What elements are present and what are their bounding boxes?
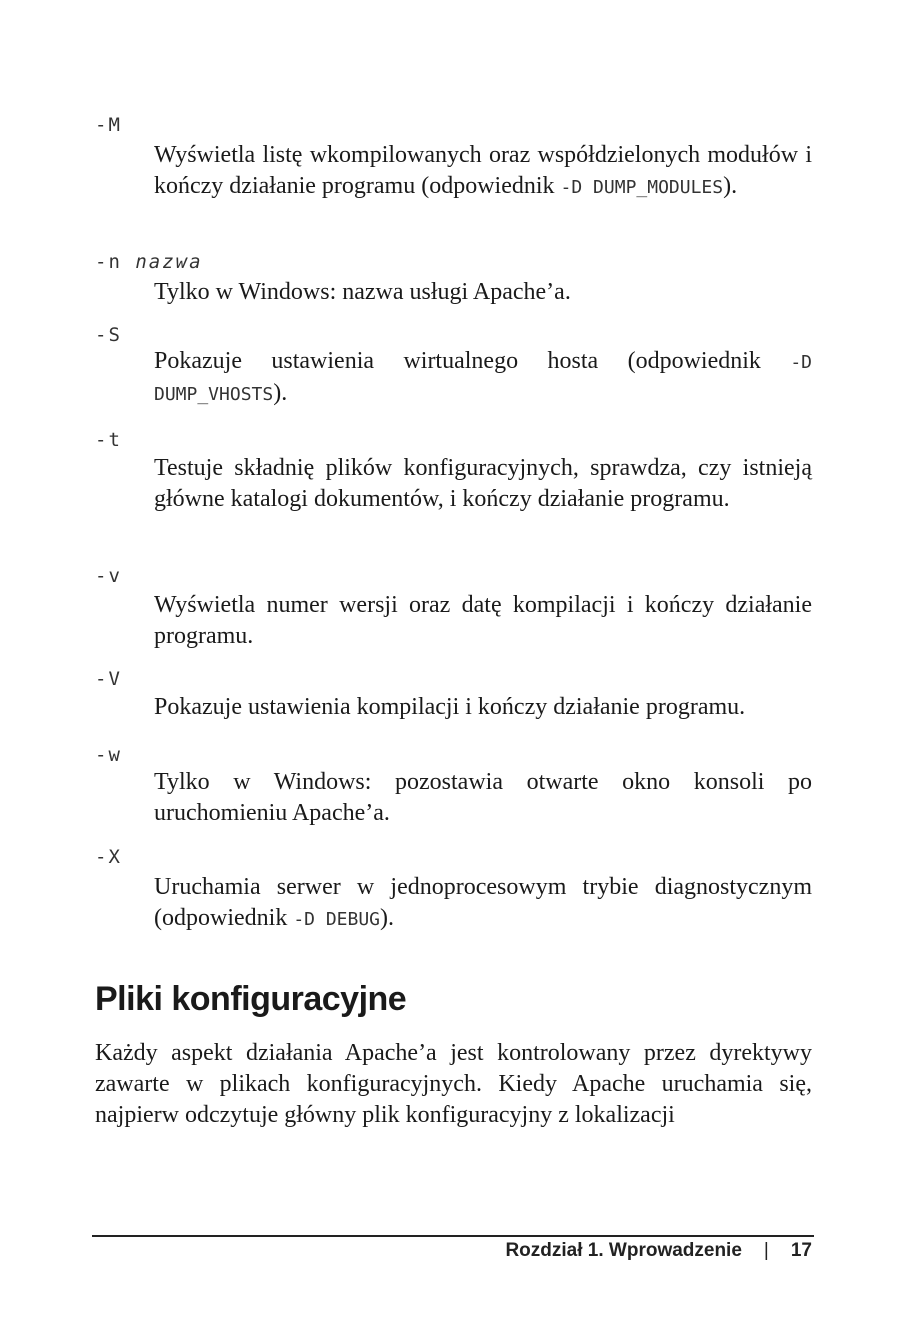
option-flag: -t — [95, 429, 122, 451]
option-flag: -n nazwa — [95, 251, 203, 273]
description-text: Uruchamia serwer w jednoprocesowym trybie diagnostycznym (odpowiednik — [154, 874, 812, 931]
page-footer — [505, 1240, 812, 1262]
option-flag: -X — [95, 846, 122, 868]
description-text: Testuje składnię plików konfiguracyjnych, sprawdza, czy istnieją główne katalogi dokumentów, i kończy działanie programu. — [154, 455, 812, 512]
option-description — [154, 277, 812, 308]
chapter-title: Rozdział 1. Wprowadzenie — [505, 1240, 742, 1261]
option-description — [154, 767, 812, 829]
option-description — [154, 590, 812, 652]
inline-code: -D DUMP_MODULES — [560, 177, 724, 198]
description-text: Pokazuje ustawienia kompilacji i kończy działanie programu. — [154, 694, 746, 720]
footer-separator: | — [763, 1240, 769, 1261]
option-argument: nazwa — [135, 251, 203, 273]
section-heading: Pliki konfiguracyjne — [95, 980, 407, 1018]
option-flag: -v — [95, 565, 122, 587]
description-text: Pokazuje ustawienia wirtualnego hosta (odpowiednik — [154, 348, 791, 374]
description-text: Tylko w Windows: pozostawia otwarte okno konsoli po uruchomieniu Apache’a. — [154, 769, 812, 826]
description-text: ). — [380, 905, 395, 931]
description-text: Wyświetla numer wersji oraz datę kompilacji i kończy działanie programu. — [154, 592, 812, 649]
option-flag: -S — [95, 324, 122, 346]
description-text: Tylko w Windows: nazwa usługi Apache’a. — [154, 279, 571, 305]
option-flag: -w — [95, 744, 122, 766]
footer-rule — [92, 1235, 814, 1237]
inline-code: -D DEBUG — [293, 909, 381, 930]
option-description — [154, 346, 812, 410]
option-flag: -V — [95, 668, 122, 690]
inline-code: -D DUMP_VHOSTS — [154, 352, 812, 405]
page-number: 17 — [790, 1240, 812, 1261]
description-text: ). — [273, 380, 288, 406]
option-description — [154, 140, 812, 203]
section-paragraph: Każdy aspekt działania Apache’a jest kontrolowany przez dyrektywy zawarte w plikach konfiguracyjnych. Kiedy Apache uruchamia się, najpierw odczytuje główny plik konfiguracyjny z lokalizacji — [95, 1040, 812, 1128]
description-text: Wyświetla listę wkompilowanych oraz współdzielonych modułów i kończy działanie programu (odpowiednik — [154, 142, 812, 199]
option-description — [154, 872, 812, 935]
option-description — [154, 453, 812, 515]
option-description — [154, 692, 812, 723]
description-text: ). — [723, 173, 738, 199]
option-flag: -M — [95, 114, 122, 136]
